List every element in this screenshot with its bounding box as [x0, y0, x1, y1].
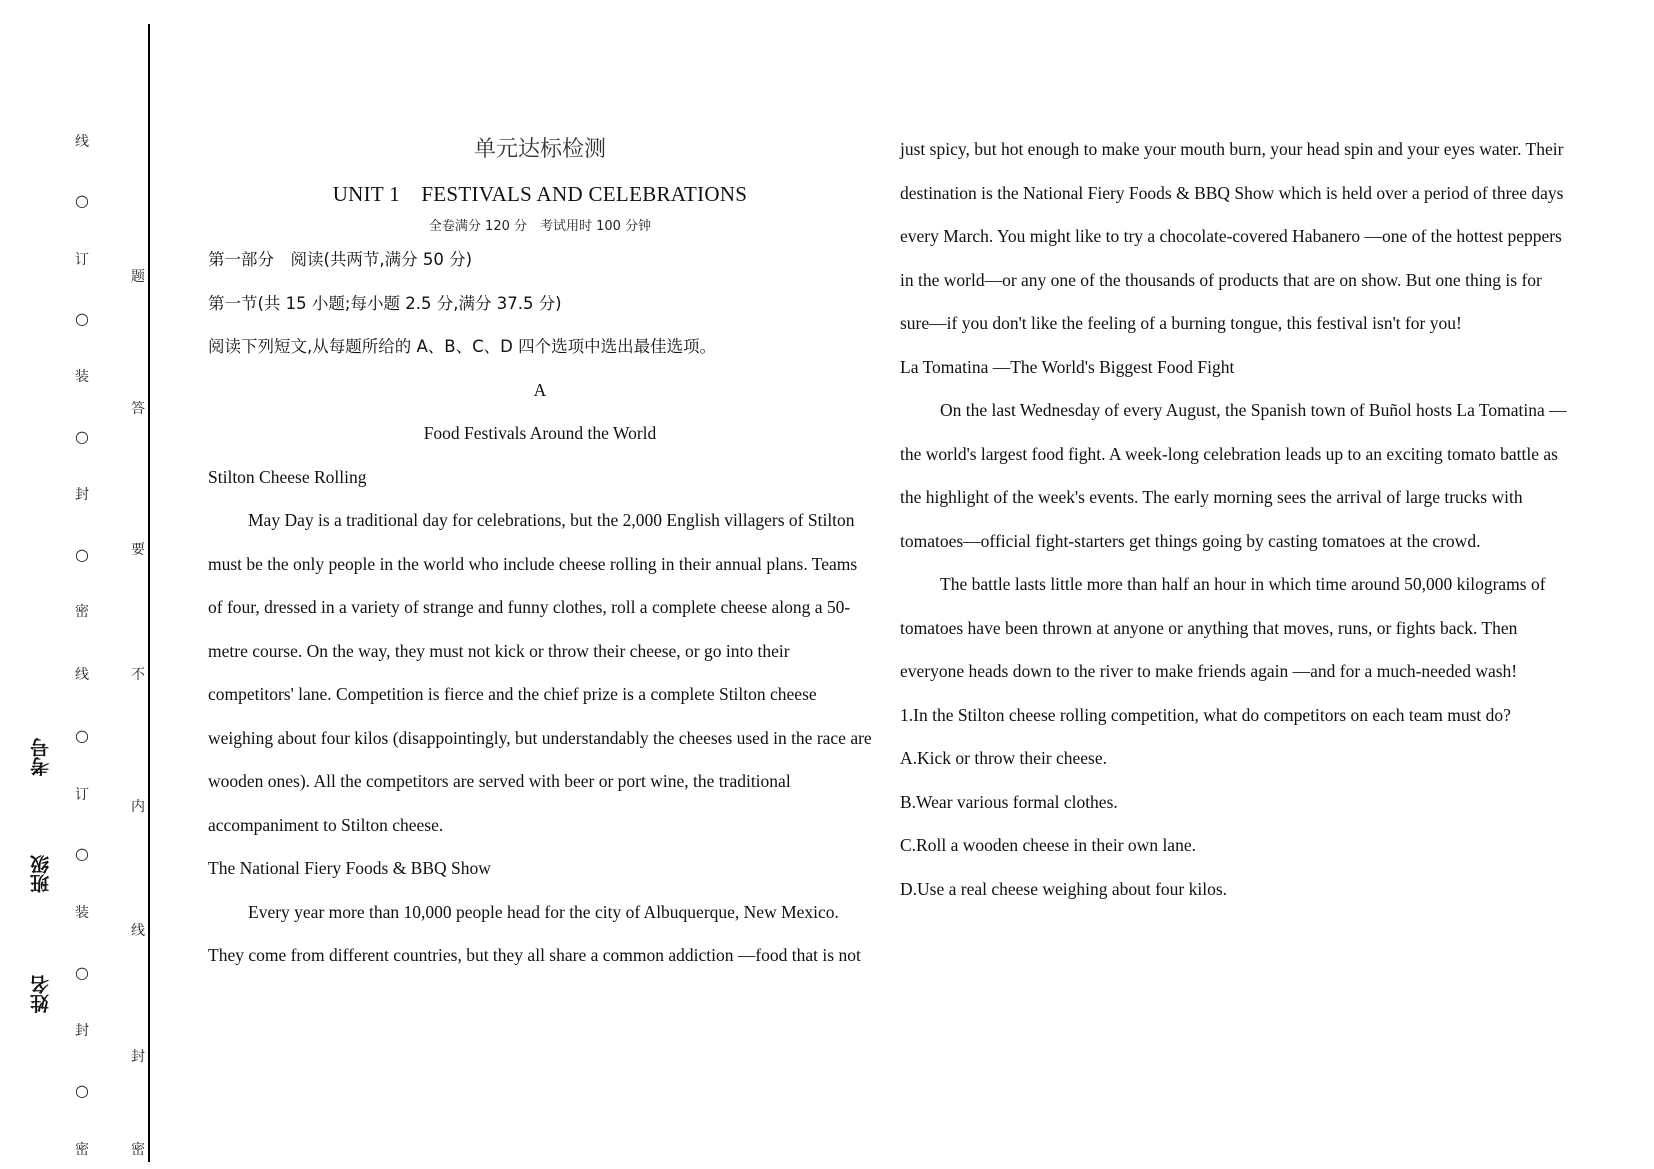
binding-char: 封	[131, 1049, 145, 1065]
binding-char: 密	[75, 604, 89, 620]
subsection-heading-stilton: Stilton Cheese Rolling	[208, 466, 367, 487]
binding-circle: ○	[75, 963, 89, 982]
binding-circle: ○	[75, 191, 89, 210]
binding-char: 题	[131, 269, 145, 285]
paragraph-fiery-foods: Every year more than 10,000 people head for the city of Albuquerque, New Mexico. They come from different countries, but they all share a common addiction —food that is not	[208, 901, 861, 965]
binding-circle: ○	[75, 726, 89, 745]
name-label: 姓名	[30, 975, 52, 1013]
binding-circle: ○	[75, 309, 89, 328]
binding-line	[148, 24, 150, 1162]
paragraph-tomatina-2: The battle lasts little more than half an hour in which time around 50,000 kilograms of tomatoes have been thrown at anyone or anything that moves, runs, or fights back. Then everyone heads down to the river to make friends again —and for a much-needed wash!	[900, 574, 1546, 681]
exam-page	[208, 128, 1568, 1158]
exam-info: 全卷满分 120 分 考试用时 100 分钟	[428, 219, 652, 234]
paragraph-fiery-foods-continued: just spicy, but hot enough to make your mouth burn, your head spin and your eyes water. Their destination is the National Fiery Foods & BBQ Show which is held over a period of three days every March. You might like to try a chocolate-covered Habanero —one of the hottest peppers in the world—or any one of the thousands of products that are on show. But one thing is for sure—if you don't like the feeling of a burning tongue, this festival isn't for you!	[900, 139, 1564, 333]
part-heading: 第一部分 阅读(共两节,满分 50 分)	[208, 250, 473, 269]
right-column	[900, 128, 1568, 911]
binding-char: 封	[75, 487, 89, 503]
binding-char: 线	[75, 134, 89, 150]
binding-char: 密	[131, 1142, 145, 1158]
binding-circle: ○	[75, 844, 89, 863]
class-label: 班级	[30, 855, 52, 893]
option-d[interactable]: D.Use a real cheese weighing about four kilos.	[900, 878, 1228, 899]
paragraph-stilton: May Day is a traditional day for celebrations, but the 2,000 English villagers of Stilton must be the only people in the world who include cheese rolling in their annual plans. Teams of four, dressed in a variety of strange and funny clothes, roll a complete cheese along a 50-metre course. On the way, they must not kick or throw their cheese, or go into their competitors' lane. Competition is fierce and the chief prize is a complete Stilton cheese weighing about four kilos (disappointingly, but understandably the cheeses used in the race are wooden ones). All the competitors are served with beer or port wine, the traditional accompaniment to Stilton cheese.	[208, 510, 872, 835]
instruction: 阅读下列短文,从每题所给的 A、B、C、D 四个选项中选出最佳选项。	[208, 337, 717, 356]
section-heading: 第一节(共 15 小题;每小题 2.5 分,满分 37.5 分)	[208, 293, 562, 313]
option-b[interactable]: B.Wear various formal clothes.	[900, 791, 1118, 812]
binding-circle: ○	[75, 1081, 89, 1100]
binding-circle: ○	[75, 545, 89, 564]
passage-title: Food Festivals Around the World	[423, 423, 657, 443]
subsection-heading-tomatina: La Tomatina —The World's Biggest Food Fight	[900, 356, 1235, 377]
option-c[interactable]: C.Roll a wooden cheese in their own lane.	[900, 835, 1196, 855]
binding-char: 密	[75, 1142, 89, 1158]
page-title: 单元达标检测	[473, 137, 606, 162]
binding-char: 订	[75, 252, 89, 268]
left-column	[208, 128, 872, 978]
passage-letter: A	[533, 379, 547, 400]
binding-char: 封	[75, 1023, 89, 1039]
binding-char: 装	[75, 369, 89, 385]
question-stem: 1.In the Stilton cheese rolling competition, what do competitors on each team must do?	[900, 704, 1511, 725]
binding-char: 订	[75, 787, 89, 803]
binding-circle: ○	[75, 427, 89, 446]
binding-char: 要	[131, 542, 145, 558]
binding-char: 线	[75, 667, 89, 683]
binding-char: 不	[131, 667, 145, 683]
binding-char: 答	[131, 401, 145, 417]
unit-title: UNIT 1 FESTIVALS AND CELEBRATIONS	[332, 182, 748, 206]
binding-char: 内	[131, 799, 145, 815]
exam-number-label: 考号	[30, 738, 52, 776]
subsection-heading-fiery-foods: The National Fiery Foods & BBQ Show	[208, 858, 491, 878]
binding-char: 装	[75, 905, 89, 921]
paragraph-tomatina-1: On the last Wednesday of every August, the Spanish town of Buñol hosts La Tomatina —the world's largest food fight. A week-long celebration leads up to an exciting tomato battle as the highlight of the week's events. The early morning sees the arrival of large trucks with tomatoes—official fight-starters get things going by casting tomatoes at the crowd.	[900, 400, 1567, 551]
option-a[interactable]: A.Kick or throw their cheese.	[900, 748, 1108, 768]
binding-char: 线	[131, 923, 145, 939]
